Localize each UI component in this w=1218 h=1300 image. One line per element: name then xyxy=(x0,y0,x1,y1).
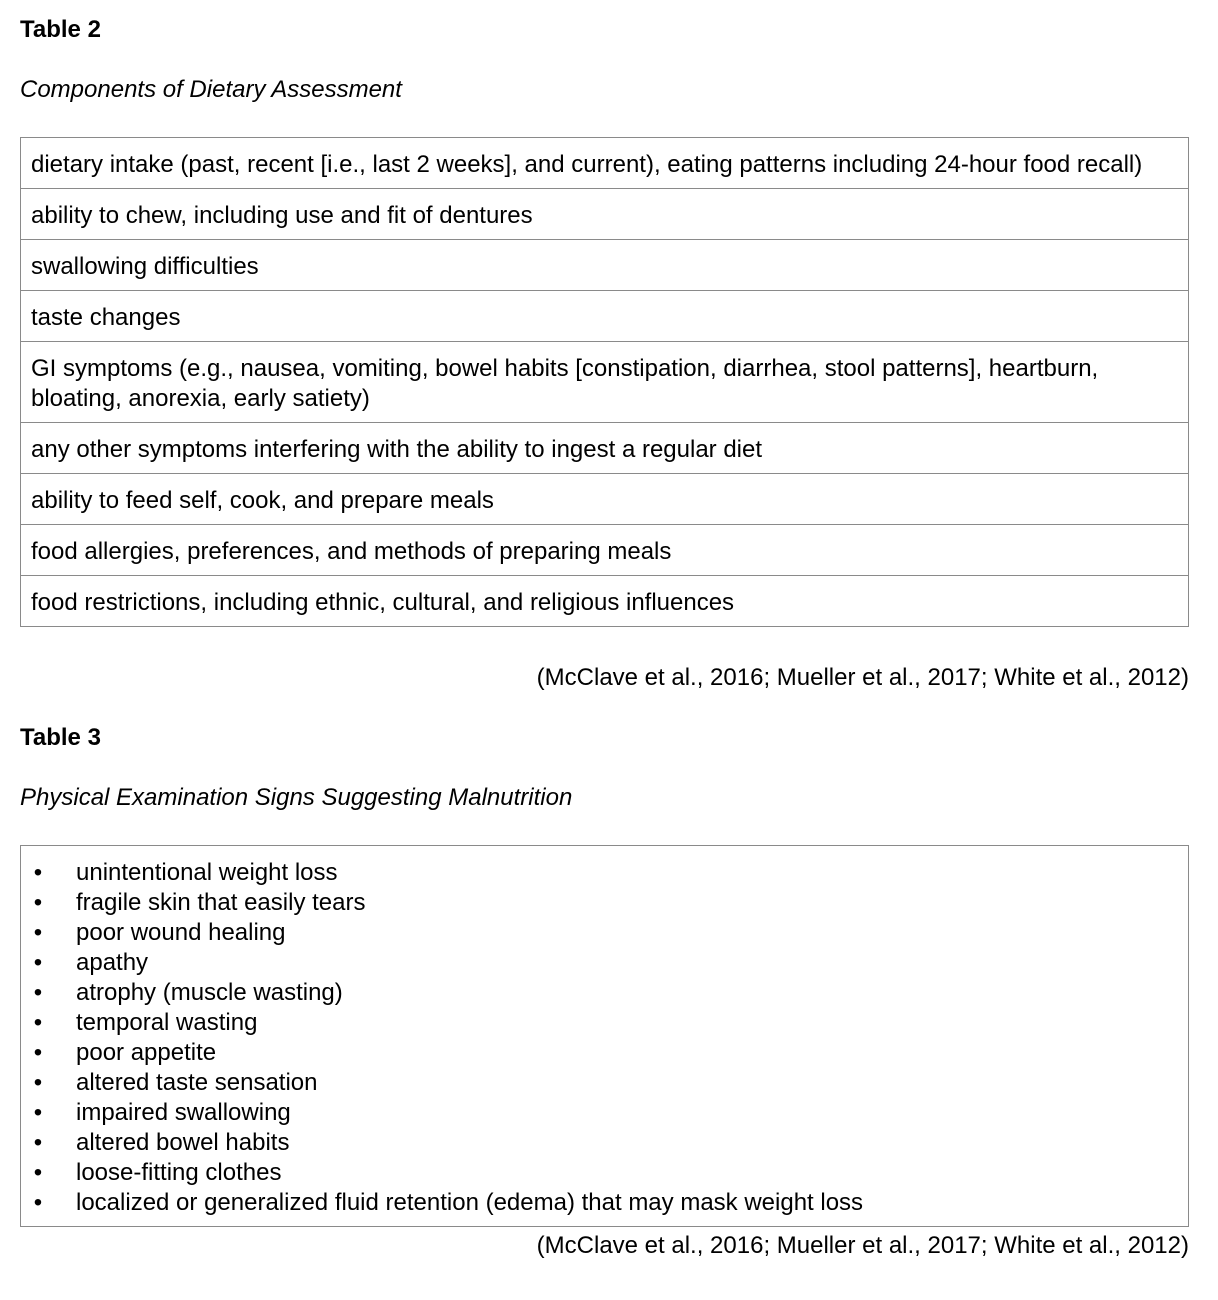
bullet-icon: • xyxy=(33,1189,43,1216)
table-row xyxy=(21,576,1189,627)
list-item xyxy=(21,948,1188,978)
table-cell: any other symptoms interfering with the ability to ingest a regular diet xyxy=(21,423,1189,474)
bullet-icon: • xyxy=(33,1039,43,1066)
list-item-text: loose-fitting clothes xyxy=(76,1159,282,1186)
table-cell: food restrictions, including ethnic, cultural, and religious influences xyxy=(21,576,1189,627)
table-row xyxy=(21,138,1189,189)
table-cell: dietary intake (past, recent [i.e., last 2 weeks], and current), eating patterns including 24-hour food recall) xyxy=(21,138,1189,189)
list-item-text: poor appetite xyxy=(76,1039,217,1066)
list-item xyxy=(21,1008,1188,1038)
malnutrition-signs-list xyxy=(21,846,1188,1218)
dietary-assessment-table xyxy=(20,137,1189,627)
bullet-icon: • xyxy=(33,889,43,916)
list-item-text: unintentional weight loss xyxy=(76,859,338,886)
bullet-icon: • xyxy=(33,1159,43,1186)
list-item xyxy=(21,1098,1188,1128)
bullet-icon: • xyxy=(33,979,43,1006)
bullet-icon: • xyxy=(33,1009,43,1036)
list-item xyxy=(21,1128,1188,1158)
table-cell: ability to chew, including use and fit of dentures xyxy=(21,189,1189,240)
table-cell: taste changes xyxy=(21,291,1189,342)
list-item-text: poor wound healing xyxy=(76,919,286,946)
bullet-icon: • xyxy=(33,949,43,976)
list-item-text: localized or generalized fluid retention (edema) that may mask weight loss xyxy=(76,1189,864,1216)
table-row xyxy=(21,342,1189,423)
list-item xyxy=(21,858,1188,888)
table-row xyxy=(21,474,1189,525)
list-item-text: impaired swallowing xyxy=(76,1099,291,1126)
bullet-icon: • xyxy=(33,1129,43,1156)
bullet-icon: • xyxy=(33,919,43,946)
table-3-citation: (McClave et al., 2016; Mueller et al., 2017; White et al., 2012) xyxy=(536,1232,1189,1259)
table-3-caption: Physical Examination Signs Suggesting Malnutrition xyxy=(20,784,573,811)
table-row xyxy=(21,525,1189,576)
malnutrition-signs-box xyxy=(20,845,1189,1227)
list-item-text: apathy xyxy=(76,949,149,976)
list-item-text: atrophy (muscle wasting) xyxy=(76,979,343,1006)
table-2-citation: (McClave et al., 2016; Mueller et al., 2017; White et al., 2012) xyxy=(536,664,1189,691)
table-cell: swallowing difficulties xyxy=(21,240,1189,291)
table-cell: GI symptoms (e.g., nausea, vomiting, bowel habits [constipation, diarrhea, stool patterns], heartburn, bloating, anorexia, early satiety) xyxy=(21,342,1189,423)
table-cell: ability to feed self, cook, and prepare meals xyxy=(21,474,1189,525)
table-2-label: Table 2 xyxy=(20,16,101,43)
list-item xyxy=(21,1188,1188,1218)
bullet-icon: • xyxy=(33,1099,43,1126)
list-item xyxy=(21,1158,1188,1188)
bullet-icon: • xyxy=(33,1069,43,1096)
table-row xyxy=(21,423,1189,474)
table-2-caption: Components of Dietary Assessment xyxy=(20,76,402,103)
table-row xyxy=(21,189,1189,240)
table-row xyxy=(21,291,1189,342)
bullet-icon: • xyxy=(33,859,43,886)
list-item xyxy=(21,918,1188,948)
table-cell: food allergies, preferences, and methods of preparing meals xyxy=(21,525,1189,576)
list-item-text: altered taste sensation xyxy=(76,1069,318,1096)
list-item-text: altered bowel habits xyxy=(76,1129,290,1156)
list-item-text: fragile skin that easily tears xyxy=(76,889,366,916)
list-item xyxy=(21,888,1188,918)
list-item xyxy=(21,1068,1188,1098)
list-item-text: temporal wasting xyxy=(76,1009,258,1036)
table-row xyxy=(21,240,1189,291)
list-item xyxy=(21,1038,1188,1068)
table-3-label: Table 3 xyxy=(20,724,101,751)
list-item xyxy=(21,978,1188,1008)
